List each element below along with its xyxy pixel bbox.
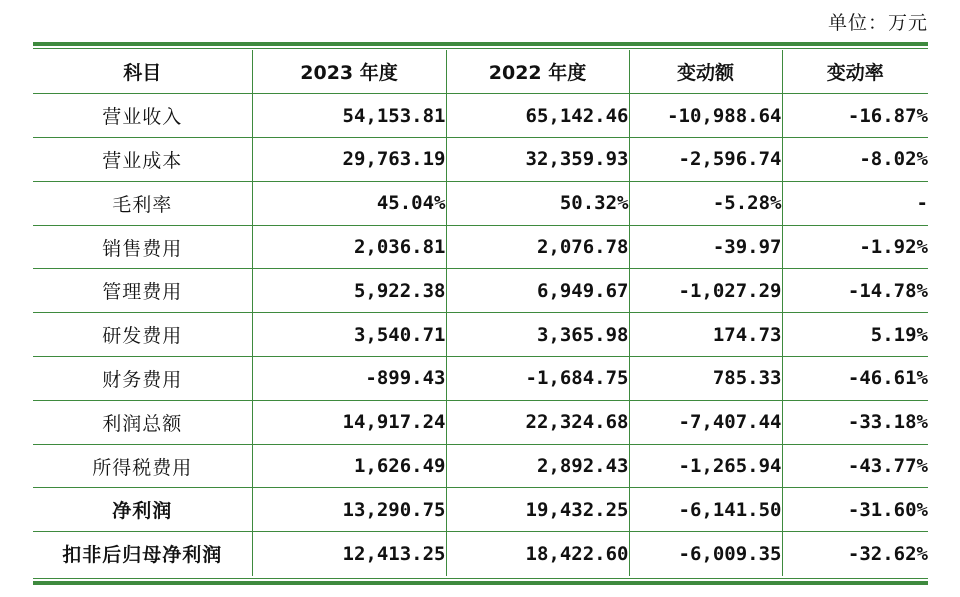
table-row: [33, 532, 928, 576]
table-row: [33, 225, 928, 269]
table-row: [33, 488, 928, 532]
row-2022: 50.32%: [446, 181, 629, 225]
header-2022: 2022 年度: [446, 50, 629, 94]
row-item: 研发费用: [33, 313, 252, 357]
row-2023: 29,763.19: [252, 138, 446, 182]
row-item: 毛利率: [33, 181, 252, 225]
row-item: 营业收入: [33, 94, 252, 138]
header-change: 变动额: [629, 50, 782, 94]
row-2022: 2,076.78: [446, 225, 629, 269]
table-row: [33, 181, 928, 225]
row-item: 净利润: [33, 488, 252, 532]
row-2022: 65,142.46: [446, 94, 629, 138]
row-change: -1,027.29: [629, 269, 782, 313]
row-change: -7,407.44: [629, 400, 782, 444]
row-rate: -43.77%: [782, 444, 928, 488]
row-change: -6,141.50: [629, 488, 782, 532]
bottom-rule-thin: [33, 578, 928, 579]
row-rate: -46.61%: [782, 357, 928, 401]
row-2023: 12,413.25: [252, 532, 446, 576]
table-row: [33, 94, 928, 138]
table-row: [33, 400, 928, 444]
row-change: 174.73: [629, 313, 782, 357]
row-rate: -8.02%: [782, 138, 928, 182]
row-rate: 5.19%: [782, 313, 928, 357]
row-2022: 32,359.93: [446, 138, 629, 182]
table-row: [33, 138, 928, 182]
row-2022: -1,684.75: [446, 357, 629, 401]
row-2023: 45.04%: [252, 181, 446, 225]
row-item: 利润总额: [33, 400, 252, 444]
row-2023: 2,036.81: [252, 225, 446, 269]
row-change: -10,988.64: [629, 94, 782, 138]
row-rate: -: [782, 181, 928, 225]
row-rate: -14.78%: [782, 269, 928, 313]
row-rate: -32.62%: [782, 532, 928, 576]
row-2023: -899.43: [252, 357, 446, 401]
row-change: -5.28%: [629, 181, 782, 225]
bottom-rule-thick: [33, 581, 928, 585]
row-2023: 5,922.38: [252, 269, 446, 313]
table-row: [33, 313, 928, 357]
top-rule-thick: [33, 42, 928, 46]
financial-table: [33, 50, 928, 576]
unit-label: 单位：万元: [827, 12, 928, 34]
row-2022: 2,892.43: [446, 444, 629, 488]
header-2023: 2023 年度: [252, 50, 446, 94]
row-item: 扣非后归母净利润: [62, 544, 223, 567]
top-rule-thin: [33, 48, 928, 49]
row-2022: 6,949.67: [446, 269, 629, 313]
row-2022: 3,365.98: [446, 313, 629, 357]
row-change: -6,009.35: [629, 532, 782, 576]
row-rate: -33.18%: [782, 400, 928, 444]
row-change: -2,596.74: [629, 138, 782, 182]
row-2023: 1,626.49: [252, 444, 446, 488]
row-item: 财务费用: [33, 357, 252, 401]
row-2022: 22,324.68: [446, 400, 629, 444]
row-item: 管理费用: [33, 269, 252, 313]
row-2023: 54,153.81: [252, 94, 446, 138]
row-item: 所得税费用: [33, 444, 252, 488]
row-item: 营业成本: [33, 138, 252, 182]
table-row: [33, 269, 928, 313]
row-2023: 13,290.75: [252, 488, 446, 532]
row-rate: -1.92%: [782, 225, 928, 269]
row-2022: 18,422.60: [446, 532, 629, 576]
header-row: [33, 50, 928, 94]
row-item: 销售费用: [33, 225, 252, 269]
row-2023: 3,540.71: [252, 313, 446, 357]
header-rate: 变动率: [782, 50, 928, 94]
header-item: 科目: [33, 50, 252, 94]
row-2023: 14,917.24: [252, 400, 446, 444]
row-2022: 19,432.25: [446, 488, 629, 532]
row-change: -1,265.94: [629, 444, 782, 488]
table-row: [33, 444, 928, 488]
table-row: [33, 357, 928, 401]
row-change: 785.33: [629, 357, 782, 401]
row-rate: -16.87%: [782, 94, 928, 138]
row-change: -39.97: [629, 225, 782, 269]
row-rate: -31.60%: [782, 488, 928, 532]
